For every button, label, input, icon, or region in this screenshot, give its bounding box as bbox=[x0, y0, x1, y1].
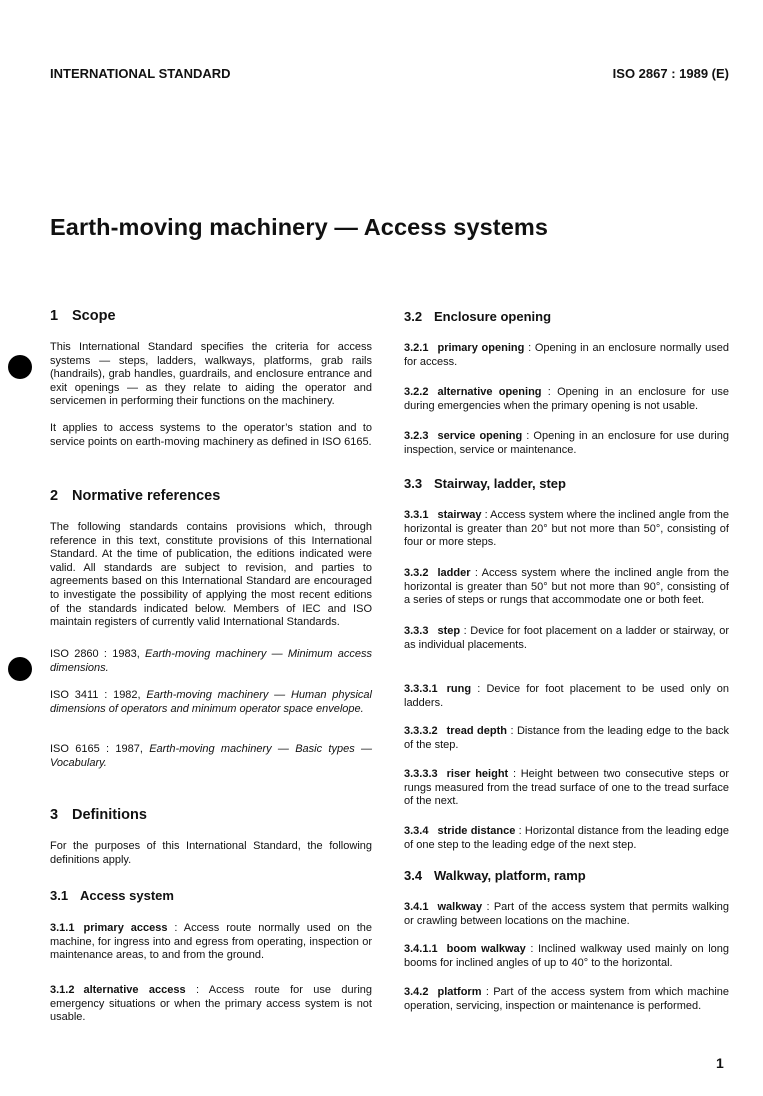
definition-number: 3.2.2 bbox=[404, 386, 429, 398]
definition-item bbox=[404, 901, 729, 928]
definition-number: 3.2.1 bbox=[404, 342, 429, 354]
reference-title: Earth-moving machinery — Basic types — Vocabulary. bbox=[50, 743, 372, 769]
definition-text: : Access route for use during emergency situations or when the primary access system is not usable. bbox=[50, 984, 372, 1024]
definition-number: 3.3.3.2 bbox=[404, 725, 438, 737]
definition-term: primary opening bbox=[437, 342, 525, 354]
definition-term: stride distance bbox=[437, 825, 516, 837]
definition-item bbox=[404, 567, 729, 608]
subsection-heading bbox=[404, 476, 729, 491]
subsection-title: Walkway, platform, ramp bbox=[434, 868, 586, 883]
definition-item bbox=[50, 984, 372, 1025]
definition-text: : Access route normally used on the machine, for ingress into and egress from operating, inspection or maintenance areas, to and from the ground. bbox=[50, 922, 372, 962]
header-left: INTERNATIONAL STANDARD bbox=[50, 66, 231, 81]
definition-item bbox=[404, 683, 729, 710]
section-heading bbox=[50, 807, 372, 823]
definition-term: tread depth bbox=[446, 725, 507, 737]
definition-term: step bbox=[437, 625, 461, 637]
page-number: 1 bbox=[716, 1055, 724, 1071]
definition-text: : Device for foot placement on a ladder or stairway, or as individual placements. bbox=[404, 625, 729, 651]
definition-term: riser height bbox=[446, 768, 509, 780]
subsection-number: 3.3 bbox=[404, 476, 423, 491]
paragraph: It applies to access systems to the operator’s station and to service points on earth-moving machinery as defined in ISO 6165. bbox=[50, 422, 372, 448]
section-number: 2 bbox=[50, 488, 59, 504]
definition-number: 3.1.2 bbox=[50, 984, 75, 996]
subsection-title: Stairway, ladder, step bbox=[434, 476, 566, 491]
definition-text: : Access system where the inclined angle from the horizontal is greater than 20° but not more than 50°, consisting of four or more steps. bbox=[404, 509, 730, 549]
definition-number: 3.3.3.1 bbox=[404, 683, 438, 695]
definition-number: 3.3.2 bbox=[404, 567, 429, 579]
definition-number: 3.1.1 bbox=[50, 922, 75, 934]
subsection-title: Access system bbox=[80, 888, 174, 903]
subsection-heading bbox=[404, 868, 729, 883]
definition-text: : Access system where the inclined angle from the horizontal is greater than 50° but not more than 90°, consisting of a series of steps or rungs that accommodate one or both feet. bbox=[404, 567, 730, 607]
section-title: Scope bbox=[72, 308, 116, 324]
definition-item bbox=[50, 922, 372, 963]
definition-text: : Inclined walkway used mainly on long booms for inclined angles of up to 40° to the horizontal. bbox=[404, 943, 730, 969]
definition-item bbox=[404, 386, 729, 413]
definition-item bbox=[404, 430, 729, 457]
definition-number: 3.3.3.3 bbox=[404, 768, 438, 780]
definition-item bbox=[404, 986, 729, 1013]
definition-number: 3.4.1 bbox=[404, 901, 429, 913]
definition-number: 3.2.3 bbox=[404, 430, 429, 442]
definition-text: : Part of the access system that permits walking or crawling between locations on the machine. bbox=[404, 901, 729, 927]
paragraph: This International Standard specifies the criteria for access systems — steps, ladders, walkways, platforms, grab rails (handrails), grab handles, guardrails, and enclosure entrance and exit openings — as they relate to aiding the operator and servicemen in performing their functions on the machinery. bbox=[50, 341, 372, 408]
reference-title: Earth-moving machinery — Human physical dimensions of operators and minimum operator space envelope. bbox=[50, 689, 372, 715]
definition-item bbox=[404, 625, 729, 652]
reference-item bbox=[50, 743, 372, 770]
definition-number: 3.4.2 bbox=[404, 986, 429, 998]
paragraph: For the purposes of this International Standard, the following definitions apply. bbox=[50, 840, 372, 866]
definition-text: : Distance from the leading edge to the back of the step. bbox=[404, 725, 729, 751]
section-title: Definitions bbox=[72, 807, 147, 823]
definition-item bbox=[404, 342, 729, 369]
definition-number: 3.3.1 bbox=[404, 509, 429, 521]
definition-term: rung bbox=[446, 683, 472, 695]
section-title: Normative references bbox=[72, 488, 221, 504]
definition-text: : Opening in an enclosure for use during inspection, service or maintenance. bbox=[404, 430, 729, 456]
subsection-number: 3.4 bbox=[404, 868, 423, 883]
definition-number: 3.3.4 bbox=[404, 825, 429, 837]
definition-term: service opening bbox=[437, 430, 523, 442]
reference-code: ISO 2860 : 1983, bbox=[50, 648, 140, 660]
definition-text: : Height between two consecutive steps or rungs measured from the tread surface of one to the tread surface of the next. bbox=[404, 768, 730, 808]
reference-code: ISO 3411 : 1982, bbox=[50, 689, 141, 701]
definition-item bbox=[404, 768, 729, 809]
definition-term: alternative access bbox=[83, 984, 186, 996]
section-number: 1 bbox=[50, 308, 59, 324]
definition-term: platform bbox=[437, 986, 482, 998]
definition-text: : Opening in an enclosure normally used for access. bbox=[404, 342, 729, 368]
definition-text: : Device for foot placement to be used only on ladders. bbox=[404, 683, 729, 709]
subsection-number: 3.2 bbox=[404, 309, 423, 324]
definition-term: walkway bbox=[437, 901, 483, 913]
reference-title: Earth-moving machinery — Minimum access dimensions. bbox=[50, 648, 372, 674]
definition-text: : Horizontal distance from the leading edge of one step to the leading edge of the next step. bbox=[404, 825, 730, 851]
section-heading bbox=[50, 488, 372, 504]
definition-item bbox=[404, 725, 729, 752]
punch-hole-icon bbox=[8, 657, 32, 681]
definition-item bbox=[404, 825, 729, 852]
subsection-title: Enclosure opening bbox=[434, 309, 552, 324]
definition-term: boom walkway bbox=[446, 943, 526, 955]
section-number: 3 bbox=[50, 807, 59, 823]
subsection-number: 3.1 bbox=[50, 888, 69, 903]
punch-hole-icon bbox=[8, 355, 32, 379]
header-right: ISO 2867 : 1989 (E) bbox=[612, 66, 729, 81]
definition-text: : Opening in an enclosure for use during emergencies when the primary opening is not usable. bbox=[404, 386, 730, 412]
definition-item bbox=[404, 509, 729, 550]
definition-number: 3.4.1.1 bbox=[404, 943, 438, 955]
definition-term: primary access bbox=[83, 922, 168, 934]
definition-text: : Part of the access system from which machine operation, servicing, inspection or maintenance is performed. bbox=[404, 986, 729, 1012]
reference-code: ISO 6165 : 1987, bbox=[50, 743, 143, 755]
definition-item bbox=[404, 943, 729, 970]
reference-item bbox=[50, 648, 372, 675]
reference-item bbox=[50, 689, 372, 716]
subsection-heading bbox=[50, 888, 372, 903]
page-title: Earth-moving machinery — Access systems bbox=[50, 214, 549, 240]
definition-term: stairway bbox=[437, 509, 482, 521]
definition-term: ladder bbox=[437, 567, 471, 579]
paragraph: The following standards contains provisions which, through reference in this text, constitute provisions of this International Standard. At the time of publication, the editions indicated were valid. All standards are subject to revision, and parties to agreements based on this International Standard are encouraged to investigate the possibility of applying the most recent editions of the standards indicated below. Members of IEC and ISO maintain registers of currently valid International Standards. bbox=[50, 521, 372, 629]
section-heading bbox=[50, 308, 372, 324]
subsection-heading bbox=[404, 309, 729, 324]
definition-number: 3.3.3 bbox=[404, 625, 429, 637]
definition-term: alternative opening bbox=[437, 386, 542, 398]
